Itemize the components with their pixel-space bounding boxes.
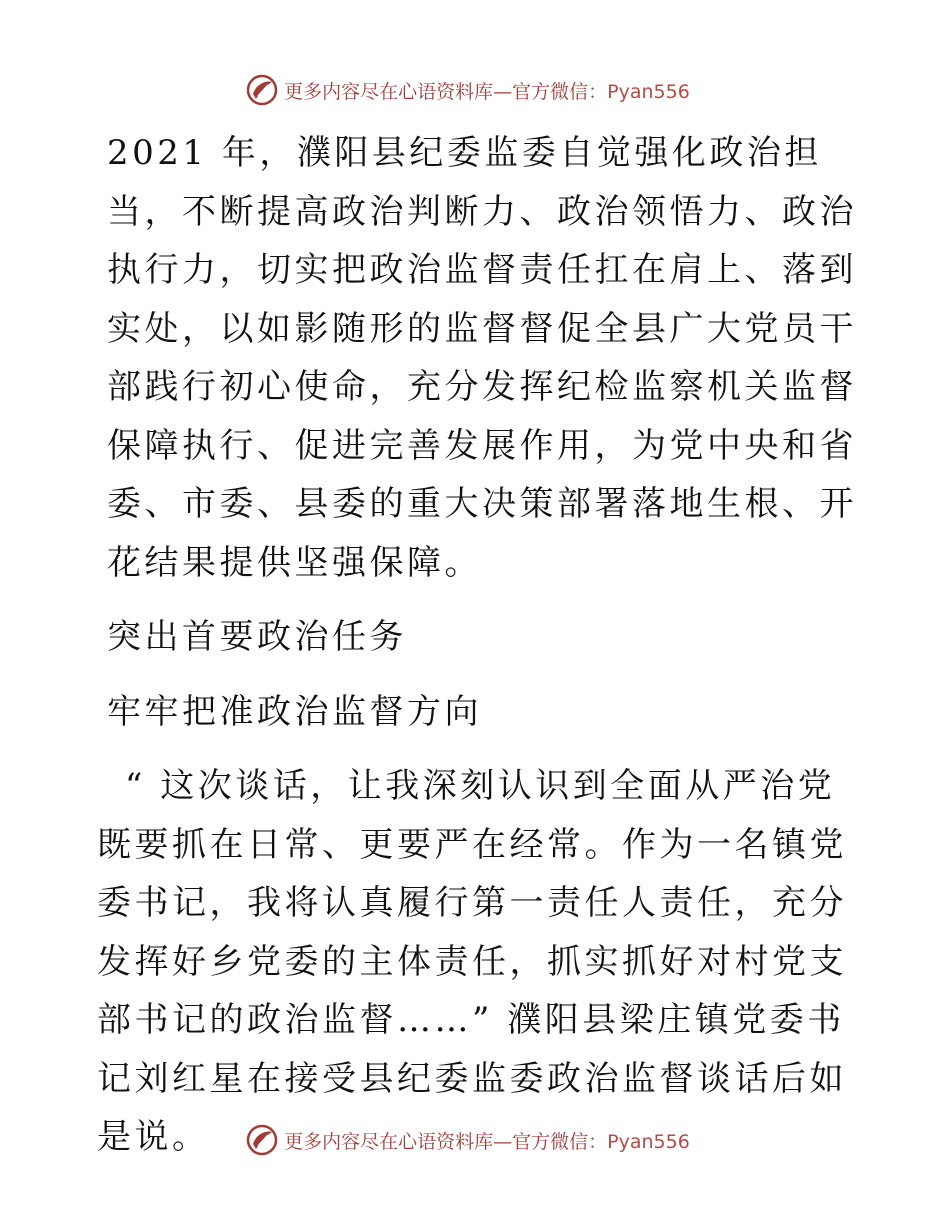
section-heading-primary: 突出首要政治任务 [107, 617, 407, 657]
wechat-id: Pyan556 [607, 80, 690, 103]
footer-watermark [0, 1120, 950, 1160]
wechat-id: Pyan556 [607, 1130, 690, 1153]
watermark-text: 更多内容尽在心语资料库—官方微信：Pyan556 [284, 1130, 690, 1153]
paragraph-quote: “ 这次谈话，让我深刻认识到全面从严治党既要抓在日常、更要严在经常。作为一名镇党委书记，我将认真履行第一责任人责任，充分发挥好乡党委的主体责任，抓实抓好对村党支部书记的政治监督……” 濮阳县梁庄镇党委书记刘红星在接受县纪委监委政治监督谈话后如是说。 [97, 766, 847, 1157]
document-body [97, 124, 857, 1167]
paragraph-intro: 2021 年，濮阳县纪委监委自觉强化政治担当，不断提高政治判断力、政治领悟力、政治执行力，切实把政治监督责任扛在肩上、落到实处，以如影随形的监督督促全县广大党员干部践行初心使命，充分发挥纪检监察机关监督保障执行、促进完善发展作用，为党中央和省委、市委、县委的重大决策部署落地生根、开花结果提供坚强保障。 [107, 133, 857, 583]
header-watermark [0, 70, 950, 110]
section-heading-secondary: 牢牢把准政治监督方向 [107, 691, 482, 732]
watermark-text: 更多内容尽在心语资料库—官方微信：Pyan556 [284, 80, 690, 103]
brand-logo-icon [244, 1122, 280, 1158]
brand-logo-icon [244, 72, 280, 108]
